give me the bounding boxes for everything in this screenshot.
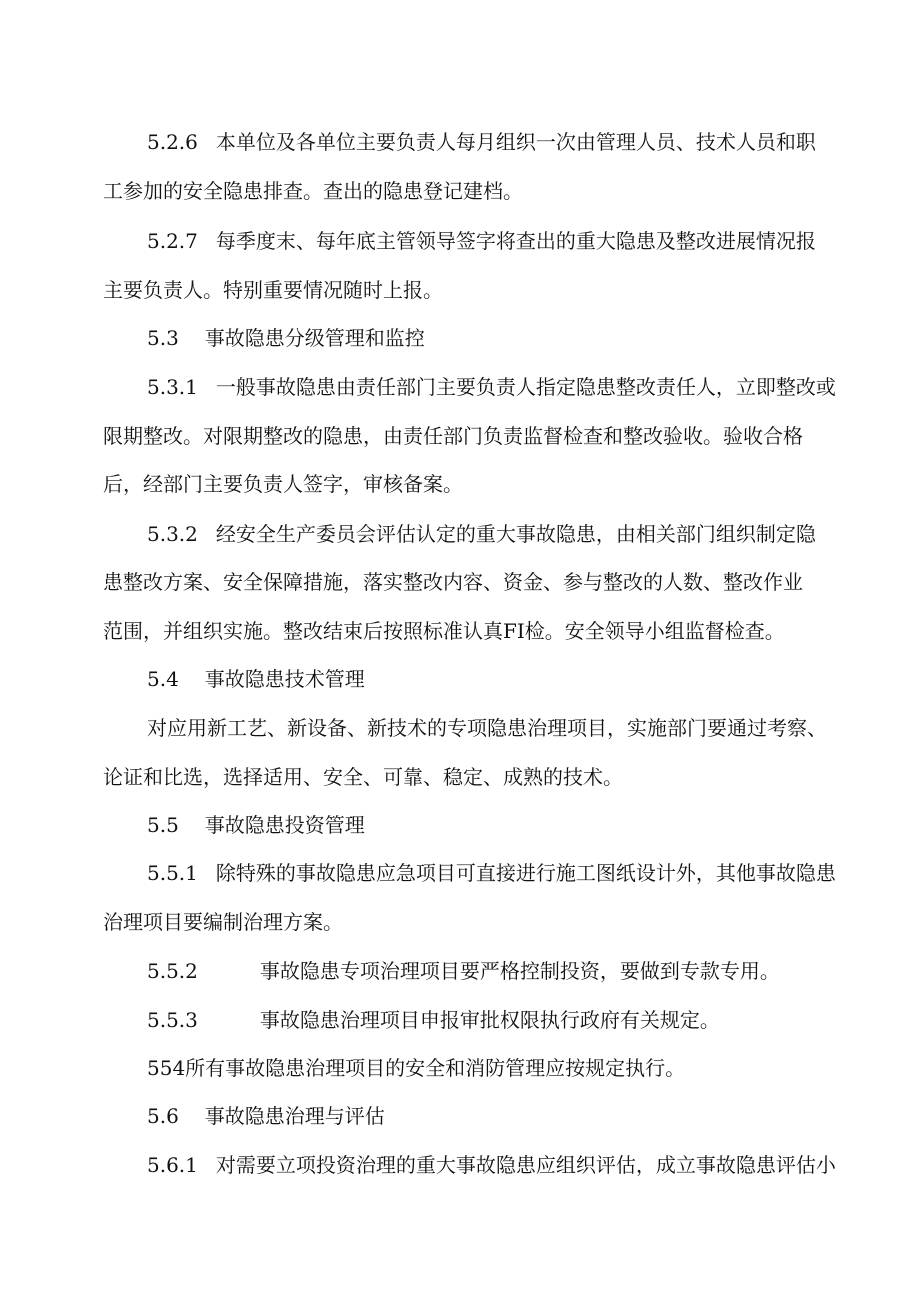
- section-number: 5.4: [147, 667, 179, 691]
- paragraph-text: 事故隐患治理项目申报审批权限执行政府有关规定。: [259, 1008, 720, 1032]
- section-number: 5.5.2: [147, 959, 198, 983]
- heading-5-4: [147, 664, 877, 694]
- heading-title: 事故隐患分级管理和监控: [204, 326, 425, 350]
- heading-title: 事故隐患技术管理: [204, 667, 365, 691]
- paragraph-text: 对需要立项投资治理的重大事故隐患应组织评估，成立事故隐患评估小: [215, 1153, 836, 1177]
- paragraph-5-3-2-line-1: [147, 519, 877, 549]
- paragraph-5-2-7-line-2: 主要负责人。特别重要情况随时上报。: [103, 278, 443, 302]
- section-number: 5.5: [147, 813, 179, 837]
- paragraph-text: 每季度末、每年底主管领导签字将查出的重大隐患及整改进展情况报: [215, 229, 816, 253]
- paragraph-text: 一般事故隐患由责任部门主要负责人指定隐患整改责任人，立即整改或: [215, 375, 836, 399]
- paragraph-5-5-2: [147, 956, 877, 986]
- section-number: 5.5.1: [147, 861, 198, 885]
- paragraph-5-3-2-line-3: 范围，并组织实施。整改结束后按照标准认真FI检。安全领导小组监督检查。: [103, 619, 785, 643]
- section-number: 5.2.6: [147, 130, 198, 154]
- section-number: 5.2.7: [147, 229, 198, 253]
- heading-title: 事故隐患投资管理: [204, 813, 365, 837]
- paragraph-5-2-6-line-1: [147, 127, 877, 157]
- paragraph-5-3-2-line-2: 患整改方案、安全保障措施，落实整改内容、资金、参与整改的人数、整改作业: [103, 570, 803, 594]
- heading-title: 事故隐患治理与评估: [204, 1104, 385, 1128]
- section-number: 5.6: [147, 1104, 179, 1128]
- section-number: 5.6.1: [147, 1153, 198, 1177]
- paragraph-5-3-1-line-1: [147, 372, 877, 402]
- section-number: 5.3.1: [147, 375, 198, 399]
- paragraph-5-2-7-line-1: [147, 226, 877, 256]
- heading-5-5: [147, 810, 877, 840]
- paragraph-5-3-1-line-2: 限期整改。对限期整改的隐患，由责任部门负责监督检查和整改验收。验收合格: [103, 424, 803, 448]
- section-number: 5.3.2: [147, 522, 198, 546]
- section-number: 5.5.3: [147, 1008, 198, 1032]
- paragraph-5-6-1-line-1: [147, 1150, 877, 1180]
- paragraph-5-3-1-line-3: 后，经部门主要负责人签字，审核备案。: [103, 472, 463, 496]
- paragraph-5-5-4: 554所有事故隐患治理项目的安全和消防管理应按规定执行。: [147, 1056, 686, 1080]
- paragraph-5-5-1-line-2: 治理项目要编制治理方案。: [103, 910, 343, 934]
- heading-5-6: [147, 1101, 877, 1131]
- paragraph-5-5-3: [147, 1005, 877, 1035]
- paragraph-5-2-6-line-2: 工参加的安全隐患排查。查出的隐患登记建档。: [103, 179, 523, 203]
- paragraph-text: 经安全生产委员会评估认定的重大事故隐患，由相关部门组织制定隐: [215, 522, 816, 546]
- paragraph-text: 本单位及各单位主要负责人每月组织一次由管理人员、技术人员和职: [215, 130, 816, 154]
- paragraph-5-4-line-2: 论证和比选，选择适用、安全、可靠、稳定、成熟的技术。: [103, 765, 623, 789]
- paragraph-text: 除特殊的事故隐患应急项目可直接进行施工图纸设计外，其他事故隐患: [215, 861, 836, 885]
- paragraph-5-5-1-line-1: [147, 858, 877, 888]
- section-number: 5.3: [147, 326, 179, 350]
- paragraph-text: 事故隐患专项治理项目要严格控制投资，要做到专款专用。: [259, 959, 780, 983]
- paragraph-5-4-line-1: 对应用新工艺、新设备、新技术的专项隐患治理项目，实施部门要通过考察、: [147, 716, 827, 740]
- heading-5-3: [147, 323, 877, 353]
